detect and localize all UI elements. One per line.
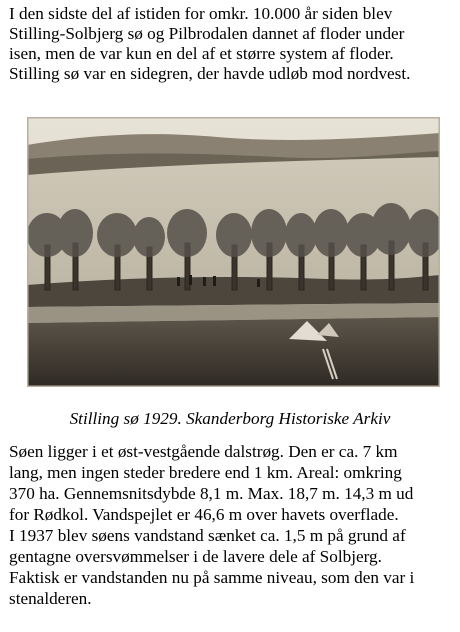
body-line: stenalderen. bbox=[9, 589, 92, 608]
body-line: gentagne oversvømmelser i de lavere dele af Solbjerg. bbox=[9, 547, 382, 566]
body-line: lang, men ingen steder bredere end 1 km. Areal: omkring bbox=[9, 463, 402, 482]
body-line: I 1937 blev søens vandstand sænket ca. 1,5 m på grund af bbox=[9, 526, 406, 545]
body-line: 370 ha. Gennemsnitsdybde 8,1 m. Max. 18,7 m. 14,3 m ud bbox=[9, 484, 414, 503]
historic-lake-photo bbox=[27, 117, 440, 387]
body-paragraph bbox=[9, 441, 455, 609]
body-line: for Rødkol. Vandspejlet er 46,6 m over havets overflade. bbox=[9, 505, 399, 524]
body-line: Faktisk er vandstanden nu på samme niveau, som den var i bbox=[9, 568, 415, 587]
intro-line: isen, men de var kun en del af et større system af floder. bbox=[9, 44, 394, 63]
intro-line: Stilling sø var en sidegren, der havde udløb mod nordvest. bbox=[9, 64, 411, 83]
photo-caption: Stilling sø 1929. Skanderborg Historiske Arkiv bbox=[69, 409, 391, 428]
intro-line: Stilling-Solbjerg sø og Pilbrodalen dannet af floder under bbox=[9, 24, 405, 43]
body-line: Søen ligger i et øst-vestgående dalstrøg. Den er ca. 7 km bbox=[9, 442, 398, 461]
intro-line: I den sidste del af istiden for omkr. 10.000 år siden blev bbox=[9, 4, 393, 23]
intro-paragraph bbox=[9, 4, 455, 84]
